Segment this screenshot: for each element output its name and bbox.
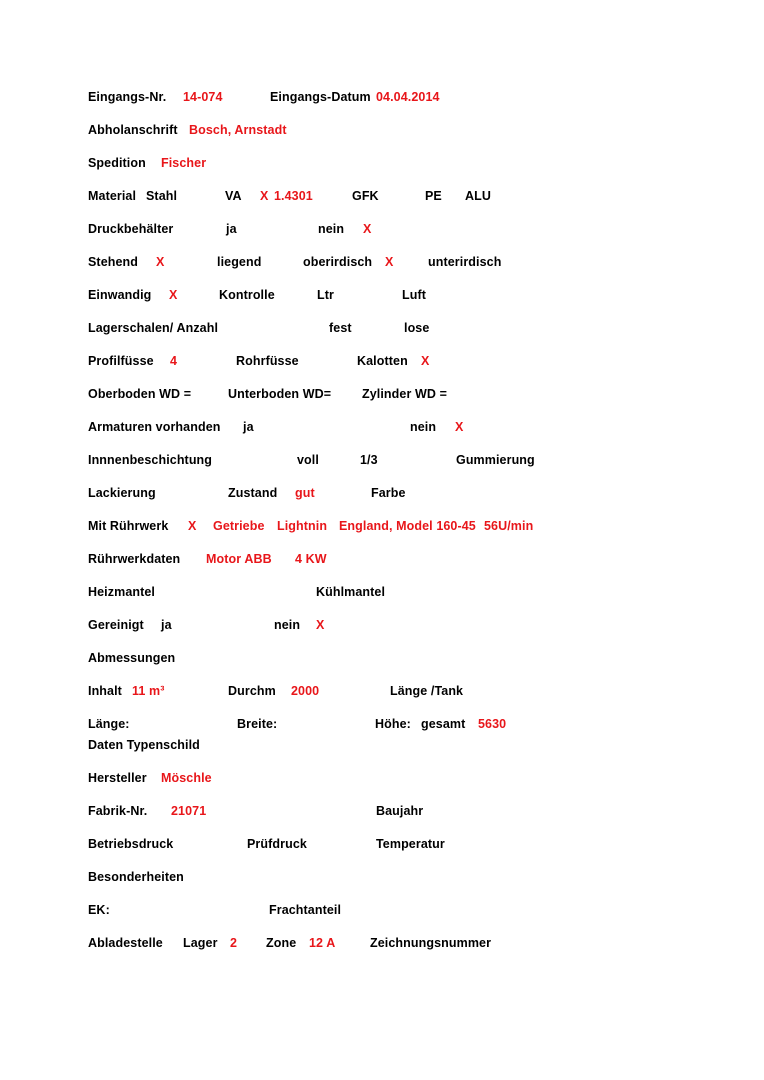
field-label: Gummierung bbox=[456, 453, 535, 467]
field-label: Heizmantel bbox=[88, 585, 155, 599]
field-label: Fabrik-Nr. bbox=[88, 804, 148, 818]
form-row-ruehrwerkdaten bbox=[88, 550, 724, 583]
field-value[interactable]: 11 m³ bbox=[132, 684, 165, 698]
field-label: ja bbox=[161, 618, 172, 632]
field-label: fest bbox=[329, 321, 352, 335]
field-value[interactable]: 14-074 bbox=[183, 90, 223, 104]
field-label: Betriebsdruck bbox=[88, 837, 174, 851]
form-row-innenbeschichtung bbox=[88, 451, 724, 484]
field-label: Ltr bbox=[317, 288, 334, 302]
field-label: Gereinigt bbox=[88, 618, 144, 632]
field-value[interactable]: Bosch, Arnstadt bbox=[189, 123, 287, 137]
field-label: Kühlmantel bbox=[316, 585, 386, 599]
field-label: Temperatur bbox=[376, 837, 445, 851]
field-label: Hersteller bbox=[88, 771, 147, 785]
form-row-spedition bbox=[88, 154, 724, 187]
form-row-lagerschalen bbox=[88, 319, 724, 352]
checkmark-x[interactable]: X bbox=[421, 354, 430, 368]
form-row-hersteller bbox=[88, 769, 724, 802]
field-label: unterirdisch bbox=[428, 255, 502, 269]
field-label: Material bbox=[88, 189, 137, 203]
field-label: Mit Rührwerk bbox=[88, 519, 169, 533]
field-label: Unterboden WD= bbox=[228, 387, 332, 401]
field-label: Besonderheiten bbox=[88, 870, 184, 884]
checkmark-x[interactable]: X bbox=[363, 222, 372, 236]
field-value[interactable]: Möschle bbox=[161, 771, 212, 785]
field-label: EK: bbox=[88, 903, 110, 917]
field-value[interactable]: 56U/min bbox=[484, 519, 534, 533]
field-label: Luft bbox=[402, 288, 426, 302]
field-label: Breite: bbox=[237, 717, 278, 731]
field-label: Lagerschalen/ Anzahl bbox=[88, 321, 219, 335]
field-label: ja bbox=[243, 420, 254, 434]
field-value[interactable]: Fischer bbox=[161, 156, 207, 170]
form-row-abmessungen bbox=[88, 649, 724, 682]
field-value[interactable]: 1.4301 bbox=[274, 189, 313, 203]
field-label: Prüfdruck bbox=[247, 837, 307, 851]
form-row-druecke bbox=[88, 835, 724, 868]
form-row-mantel bbox=[88, 583, 724, 616]
field-value[interactable]: Motor ABB bbox=[206, 552, 272, 566]
field-label: Profilfüsse bbox=[88, 354, 154, 368]
form-row-abholanschrift bbox=[88, 121, 724, 154]
form-row-mit-ruehrwerk bbox=[88, 517, 724, 550]
field-label: Armaturen vorhanden bbox=[88, 420, 221, 434]
field-label: Zustand bbox=[228, 486, 278, 500]
field-label: lose bbox=[404, 321, 430, 335]
field-value[interactable]: 21071 bbox=[171, 804, 207, 818]
field-label: Länge: bbox=[88, 717, 130, 731]
field-label: oberirdisch bbox=[303, 255, 373, 269]
field-label: Rohrfüsse bbox=[236, 354, 299, 368]
field-label: ALU bbox=[465, 189, 491, 203]
field-label: liegend bbox=[217, 255, 262, 269]
field-label: nein bbox=[410, 420, 437, 434]
field-value[interactable]: 4 KW bbox=[295, 552, 327, 566]
field-label: 1/3 bbox=[360, 453, 378, 467]
field-label: Zone bbox=[266, 936, 297, 950]
form-row-wandstaerken bbox=[88, 385, 724, 418]
field-value[interactable]: 2000 bbox=[291, 684, 320, 698]
form-row-material bbox=[88, 187, 724, 220]
field-value[interactable]: 4 bbox=[170, 354, 178, 368]
field-label: Daten Typenschild bbox=[88, 738, 200, 752]
form-row-einwandig bbox=[88, 286, 724, 319]
checkmark-x[interactable]: X bbox=[169, 288, 178, 302]
checkmark-x[interactable]: X bbox=[316, 618, 325, 632]
field-label: nein bbox=[274, 618, 301, 632]
field-label: Oberboden WD = bbox=[88, 387, 192, 401]
form-row-daten-typenschild bbox=[88, 736, 724, 769]
checkmark-x[interactable]: X bbox=[188, 519, 197, 533]
field-label: Stahl bbox=[146, 189, 178, 203]
field-label: Frachtanteil bbox=[269, 903, 342, 917]
field-label: Druckbehälter bbox=[88, 222, 174, 236]
field-label: voll bbox=[297, 453, 319, 467]
field-label: Lackierung bbox=[88, 486, 156, 500]
field-label: Kontrolle bbox=[219, 288, 275, 302]
field-label: GFK bbox=[352, 189, 379, 203]
field-label: Innnenbeschichtung bbox=[88, 453, 213, 467]
field-value[interactable]: 04.04.2014 bbox=[376, 90, 440, 104]
field-label: Rührwerkdaten bbox=[88, 552, 181, 566]
field-value[interactable]: Getriebe bbox=[213, 519, 265, 533]
field-label: Farbe bbox=[371, 486, 406, 500]
field-value[interactable]: 5630 bbox=[478, 717, 507, 731]
form-row-fuesse bbox=[88, 352, 724, 385]
field-label: Baujahr bbox=[376, 804, 424, 818]
field-label: Zeichnungsnummer bbox=[370, 936, 492, 950]
field-value[interactable]: 2 bbox=[230, 936, 238, 950]
field-label: Eingangs-Datum bbox=[270, 90, 371, 104]
field-label: PE bbox=[425, 189, 442, 203]
form-row-armaturen bbox=[88, 418, 724, 451]
checkmark-x[interactable]: X bbox=[385, 255, 394, 269]
form-row-fabrik-nr bbox=[88, 802, 724, 835]
field-label: Inhalt bbox=[88, 684, 122, 698]
checkmark-x[interactable]: X bbox=[156, 255, 165, 269]
form-row-abladestelle bbox=[88, 934, 724, 967]
field-label: VA bbox=[225, 189, 242, 203]
field-value[interactable]: England, Model 160-45 bbox=[339, 519, 476, 533]
form-row-masse bbox=[88, 715, 724, 736]
field-label: Zylinder WD = bbox=[362, 387, 447, 401]
form-rows-container bbox=[88, 88, 724, 967]
field-label: Länge /Tank bbox=[390, 684, 464, 698]
form-row-ek-frachtanteil bbox=[88, 901, 724, 934]
field-label: Höhe: bbox=[375, 717, 411, 731]
field-label: Spedition bbox=[88, 156, 146, 170]
form-row-lackierung bbox=[88, 484, 724, 517]
form-row-druckbehaelter bbox=[88, 220, 724, 253]
checkmark-x[interactable]: X bbox=[260, 189, 269, 203]
checkmark-x[interactable]: X bbox=[455, 420, 464, 434]
form-row-stehend-liegend bbox=[88, 253, 724, 286]
form-row-inhalt bbox=[88, 682, 724, 715]
field-label: Eingangs-Nr. bbox=[88, 90, 167, 104]
form-row-gereinigt bbox=[88, 616, 724, 649]
field-value[interactable]: Lightnin bbox=[277, 519, 328, 533]
field-label: Stehend bbox=[88, 255, 139, 269]
form-row-besonderheiten bbox=[88, 868, 724, 901]
field-label: ja bbox=[226, 222, 237, 236]
field-label: Lager bbox=[183, 936, 218, 950]
field-label: Abmessungen bbox=[88, 651, 176, 665]
field-label: Einwandig bbox=[88, 288, 152, 302]
form-row-eingang bbox=[88, 88, 724, 121]
field-label: nein bbox=[318, 222, 345, 236]
field-label: Kalotten bbox=[357, 354, 408, 368]
field-label: Abholanschrift bbox=[88, 123, 178, 137]
field-label: Abladestelle bbox=[88, 936, 163, 950]
field-value[interactable]: 12 A bbox=[309, 936, 336, 950]
field-label: gesamt bbox=[421, 717, 466, 731]
field-label: Durchm bbox=[228, 684, 276, 698]
field-value[interactable]: gut bbox=[295, 486, 315, 500]
